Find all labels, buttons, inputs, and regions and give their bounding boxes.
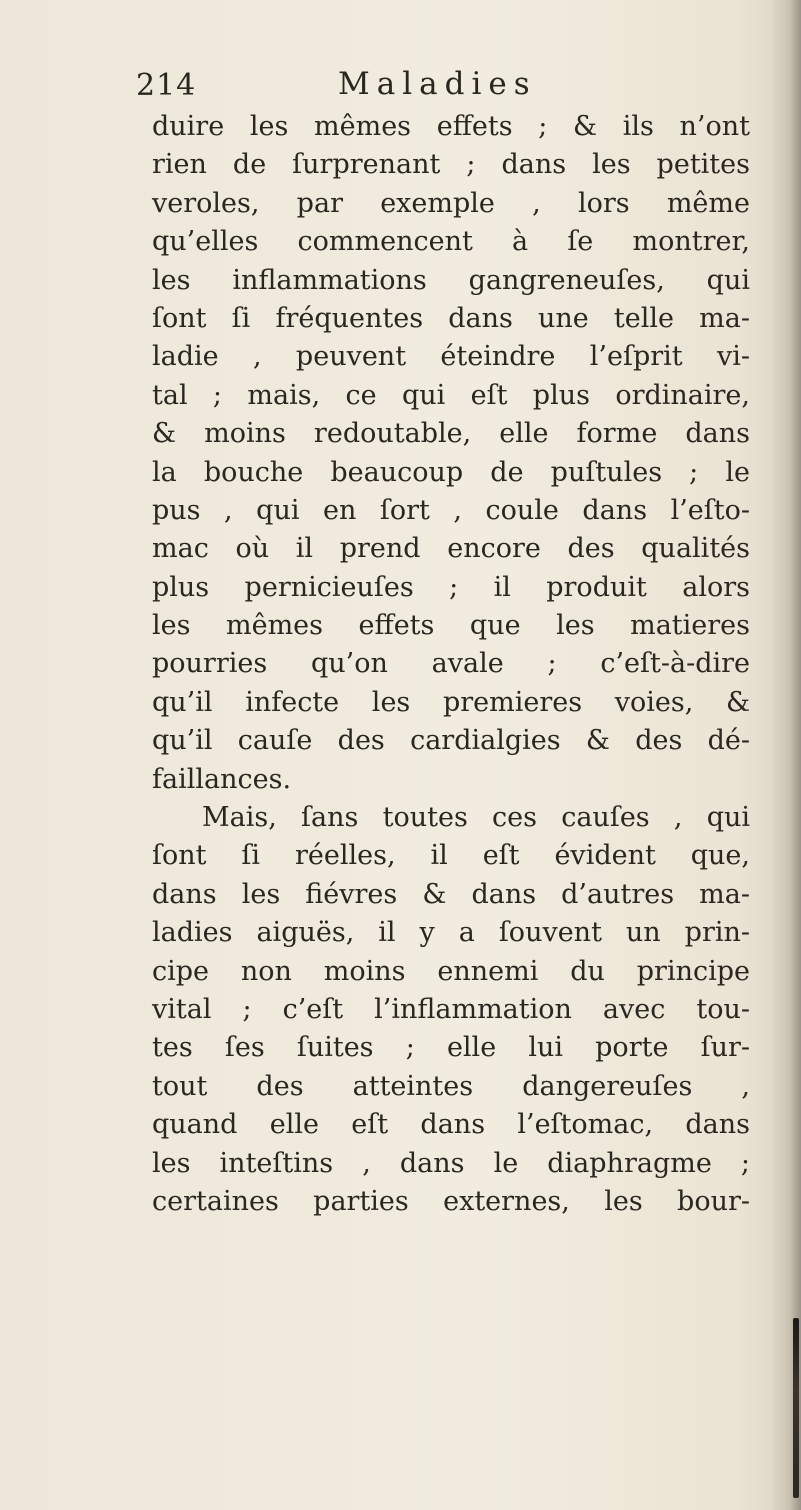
text-line: dans les fiévres & dans d’autres ma- — [152, 878, 750, 910]
paragraph-first-line: Mais, ſans toutes ces cauſes , qui — [202, 802, 750, 834]
text-line: & moins redoutable, elle forme dans — [152, 418, 750, 450]
text-line: ſont ſi réelles, il eſt évident que, — [152, 840, 750, 872]
text-line: qu’il cauſe des cardialgies & des dé- — [152, 725, 750, 757]
page-edge-shadow — [771, 0, 801, 1510]
text-line: ladie , peuvent éteindre l’eſprit vi- — [152, 341, 750, 373]
text-line: veroles, par exemple , lors même — [152, 187, 750, 219]
text-line: tes ſes ſuites ; elle lui porte ſur- — [152, 1032, 750, 1064]
text-line: faillances. — [152, 763, 292, 795]
page-number: 214 — [136, 68, 197, 103]
text-line: rien de ſurprenant ; dans les petites — [152, 149, 750, 181]
text-line: mac où il prend encore des qualités — [152, 533, 750, 565]
text-line: ſont ſi fréquentes dans une telle ma- — [152, 302, 750, 334]
text-line: cipe non moins ennemi du principe — [152, 955, 750, 987]
text-line: les inteſtins , dans le diaphragme ; — [152, 1147, 750, 1179]
text-line: ladies aiguës, il y a ſouvent un prin- — [152, 917, 750, 949]
page-edge-mark — [793, 1318, 799, 1498]
text-line: qu’il infecte les premieres voies, & — [152, 686, 750, 718]
text-line: les mêmes effets que les matieres — [152, 610, 750, 642]
text-line: les inflammations gangreneuſes, qui — [152, 264, 750, 296]
text-line: pus , qui en ſort , coule dans l’eſto- — [152, 494, 750, 526]
text-line: pourries qu’on avale ; c’eſt-à-dire — [152, 648, 750, 680]
text-line: certaines parties externes, les bour- — [152, 1185, 750, 1217]
text-line: qu’elles commencent à ſe montrer, — [152, 226, 750, 258]
running-title: Maladies — [338, 66, 537, 102]
text-line: plus pernicieuſes ; il produit alors — [152, 571, 750, 603]
text-line: tout des atteintes dangereuſes , — [152, 1070, 750, 1102]
text-line: quand elle eſt dans l’eſtomac, dans — [152, 1109, 750, 1141]
text-line: tal ; mais, ce qui eſt plus ordinaire, — [152, 379, 750, 411]
text-line: la bouche beaucoup de puſtules ; le — [152, 456, 750, 488]
body-text — [152, 108, 750, 1221]
page-header — [128, 68, 688, 112]
text-line: vital ; c’eſt l’inflammation avec tou- — [152, 993, 750, 1025]
text-line: duire les mêmes effets ; & ils n’ont — [152, 111, 750, 142]
